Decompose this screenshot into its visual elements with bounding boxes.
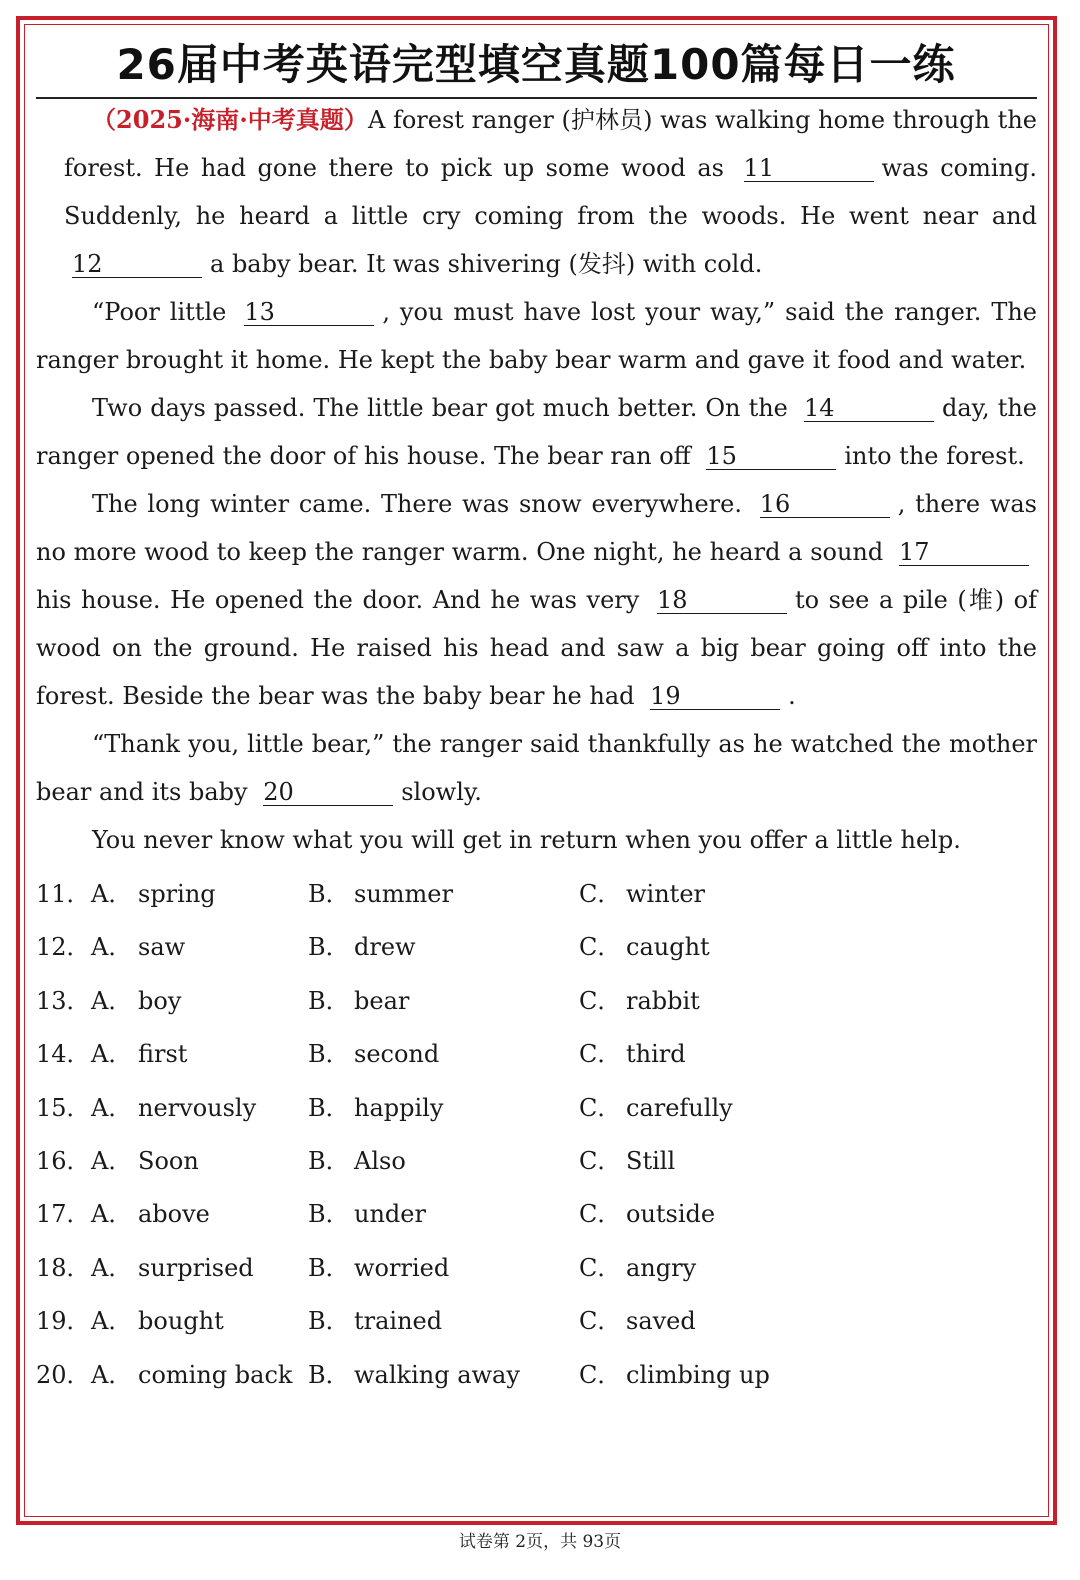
option-b-label: B． (308, 1360, 350, 1389)
option-a[interactable]: coming back (138, 1360, 293, 1389)
blank-16: 16 (760, 491, 890, 518)
question-number: 17． (36, 1200, 91, 1229)
blank-18: 18 (657, 587, 787, 614)
question-16 (36, 1135, 1036, 1188)
question-17 (36, 1188, 1036, 1241)
passage-paragraph-3 (36, 384, 1037, 480)
question-number: 11． (36, 880, 91, 908)
option-c[interactable]: carefully (626, 1093, 733, 1122)
option-b-label: B． (308, 986, 350, 1015)
option-b[interactable]: bear (354, 986, 410, 1015)
option-a-label: A． (91, 880, 133, 908)
option-c-label: C． (579, 1093, 622, 1122)
answer-options (36, 868, 1036, 1402)
source-tag: （2025·海南·中考真题） (92, 105, 368, 134)
question-number: 14． (36, 1040, 91, 1069)
option-c-label: C． (579, 880, 622, 908)
question-number: 15． (36, 1093, 91, 1122)
blank-14: 14 (804, 395, 934, 422)
option-c[interactable]: Still (626, 1146, 676, 1175)
question-19 (36, 1295, 1036, 1348)
option-c[interactable]: winter (626, 880, 705, 908)
passage-text: into the forest. (844, 442, 1025, 470)
option-a[interactable]: boy (138, 986, 182, 1015)
passage-text: was coming. Suddenly, he heard a little cry coming from the woods. He went near and (64, 154, 1037, 230)
option-a[interactable]: first (138, 1040, 188, 1069)
option-b-label: B． (308, 1093, 350, 1122)
blank-12: 12 (72, 251, 202, 278)
option-a-label: A． (91, 1040, 133, 1069)
option-a-label: A． (91, 1253, 133, 1282)
option-c-label: C． (579, 1360, 622, 1389)
option-a[interactable]: Soon (138, 1146, 199, 1175)
page-footer: 试卷第 2页，共 93页 (458, 1532, 622, 1552)
page-title: 26届中考英语完型填空真题100篇每日一练 (116, 40, 956, 89)
question-number: 19． (36, 1307, 91, 1336)
option-c-label: C． (579, 933, 622, 962)
passage-text: day, the ranger opened the door of his house. The bear ran off (36, 394, 1037, 470)
option-c-label: C． (579, 1040, 622, 1069)
question-14 (36, 1028, 1036, 1081)
passage-text: Two days passed. The little bear got much better. On the (92, 394, 796, 422)
question-number: 16． (36, 1146, 91, 1175)
option-c[interactable]: angry (626, 1253, 697, 1282)
question-15 (36, 1082, 1036, 1135)
option-b-label: B． (308, 1040, 350, 1069)
question-13 (36, 975, 1036, 1028)
option-b-label: B． (308, 880, 350, 908)
option-b[interactable]: Also (354, 1146, 406, 1175)
option-b-label: B． (308, 1307, 350, 1336)
passage-paragraph-5 (36, 720, 1037, 816)
option-b-label: B． (308, 1200, 350, 1229)
option-c[interactable]: climbing up (626, 1360, 770, 1389)
passage-paragraph-2 (36, 288, 1037, 384)
option-c-label: C． (579, 1146, 622, 1175)
passage-paragraph-1 (36, 96, 1037, 288)
option-b[interactable]: drew (354, 933, 416, 962)
option-b[interactable]: summer (354, 880, 453, 908)
option-a[interactable]: bought (138, 1307, 224, 1336)
option-b[interactable]: worried (354, 1253, 450, 1282)
blank-15: 15 (706, 443, 836, 470)
option-c-label: C． (579, 986, 622, 1015)
option-b[interactable]: happily (354, 1093, 444, 1122)
passage-text: “Thank you, little bear,” the ranger said thankfully as he watched the mother bear and its baby (36, 730, 1037, 806)
question-number: 12． (36, 933, 91, 962)
question-12 (36, 921, 1036, 974)
question-number: 13． (36, 986, 91, 1015)
option-b[interactable]: trained (354, 1307, 443, 1336)
option-c-label: C． (579, 1253, 622, 1282)
question-18 (36, 1242, 1036, 1295)
passage-text: “Poor little (92, 298, 237, 326)
option-a[interactable]: above (138, 1200, 210, 1229)
cloze-passage (36, 96, 1037, 864)
option-b-label: B． (308, 1253, 350, 1282)
passage-text: to see a pile (堆) of wood on the ground. He raised his head and saw a big bear going off into the forest. Beside the bear was the baby bear he had (36, 586, 1037, 710)
option-a-label: A． (91, 986, 133, 1015)
passage-text: The long winter came. There was snow everywhere. (92, 490, 752, 518)
option-a-label: A． (91, 1307, 133, 1336)
passage-text: , you must have lost your way,” said the ranger. The ranger brought it home. He kept the baby bear warm and gave it food and water. (36, 298, 1038, 374)
passage-text: A forest ranger (护林员) was walking home through the forest. He had gone there to pick up some wood as (64, 106, 1037, 182)
passage-text: , there was no more wood to keep the ranger warm. One night, he heard a sound (36, 490, 1037, 566)
blank-11: 11 (744, 155, 874, 182)
blank-13: 13 (244, 299, 374, 326)
option-b[interactable]: walking away (354, 1360, 520, 1389)
option-a[interactable]: surprised (138, 1253, 254, 1282)
option-c-label: C． (579, 1307, 622, 1336)
passage-paragraph-6 (36, 816, 1037, 864)
passage-text: a baby bear. It was shivering (发抖) with cold. (210, 250, 763, 278)
option-c[interactable]: caught (626, 933, 710, 962)
passage-text: slowly. (401, 778, 482, 806)
option-a-label: A． (91, 1200, 133, 1229)
option-a-label: A． (91, 1360, 133, 1389)
option-c[interactable]: saved (626, 1307, 696, 1336)
option-a-label: A． (91, 1093, 133, 1122)
blank-17: 17 (899, 539, 1029, 566)
passage-text: . (788, 682, 796, 710)
option-c[interactable]: rabbit (626, 986, 700, 1015)
option-a[interactable]: saw (138, 933, 186, 962)
option-c-label: C． (579, 1200, 622, 1229)
option-b[interactable]: second (354, 1040, 440, 1069)
option-b[interactable]: under (354, 1200, 426, 1229)
option-a[interactable]: nervously (138, 1093, 257, 1122)
option-b-label: B． (308, 1146, 350, 1175)
blank-20: 20 (263, 779, 393, 806)
passage-text: You never know what you will get in return when you offer a little help. (92, 826, 961, 854)
passage-text: his house. He opened the door. And he was very (36, 586, 649, 614)
option-c[interactable]: outside (626, 1200, 716, 1229)
question-11 (36, 868, 1036, 921)
question-number: 18． (36, 1253, 91, 1282)
option-c[interactable]: third (626, 1040, 686, 1069)
question-20 (36, 1349, 1036, 1402)
option-b-label: B． (308, 933, 350, 962)
blank-19: 19 (650, 683, 780, 710)
option-a[interactable]: spring (138, 880, 216, 908)
passage-paragraph-4 (36, 480, 1037, 720)
option-a-label: A． (91, 933, 133, 962)
option-a-label: A． (91, 1146, 133, 1175)
question-number: 20． (36, 1360, 91, 1389)
